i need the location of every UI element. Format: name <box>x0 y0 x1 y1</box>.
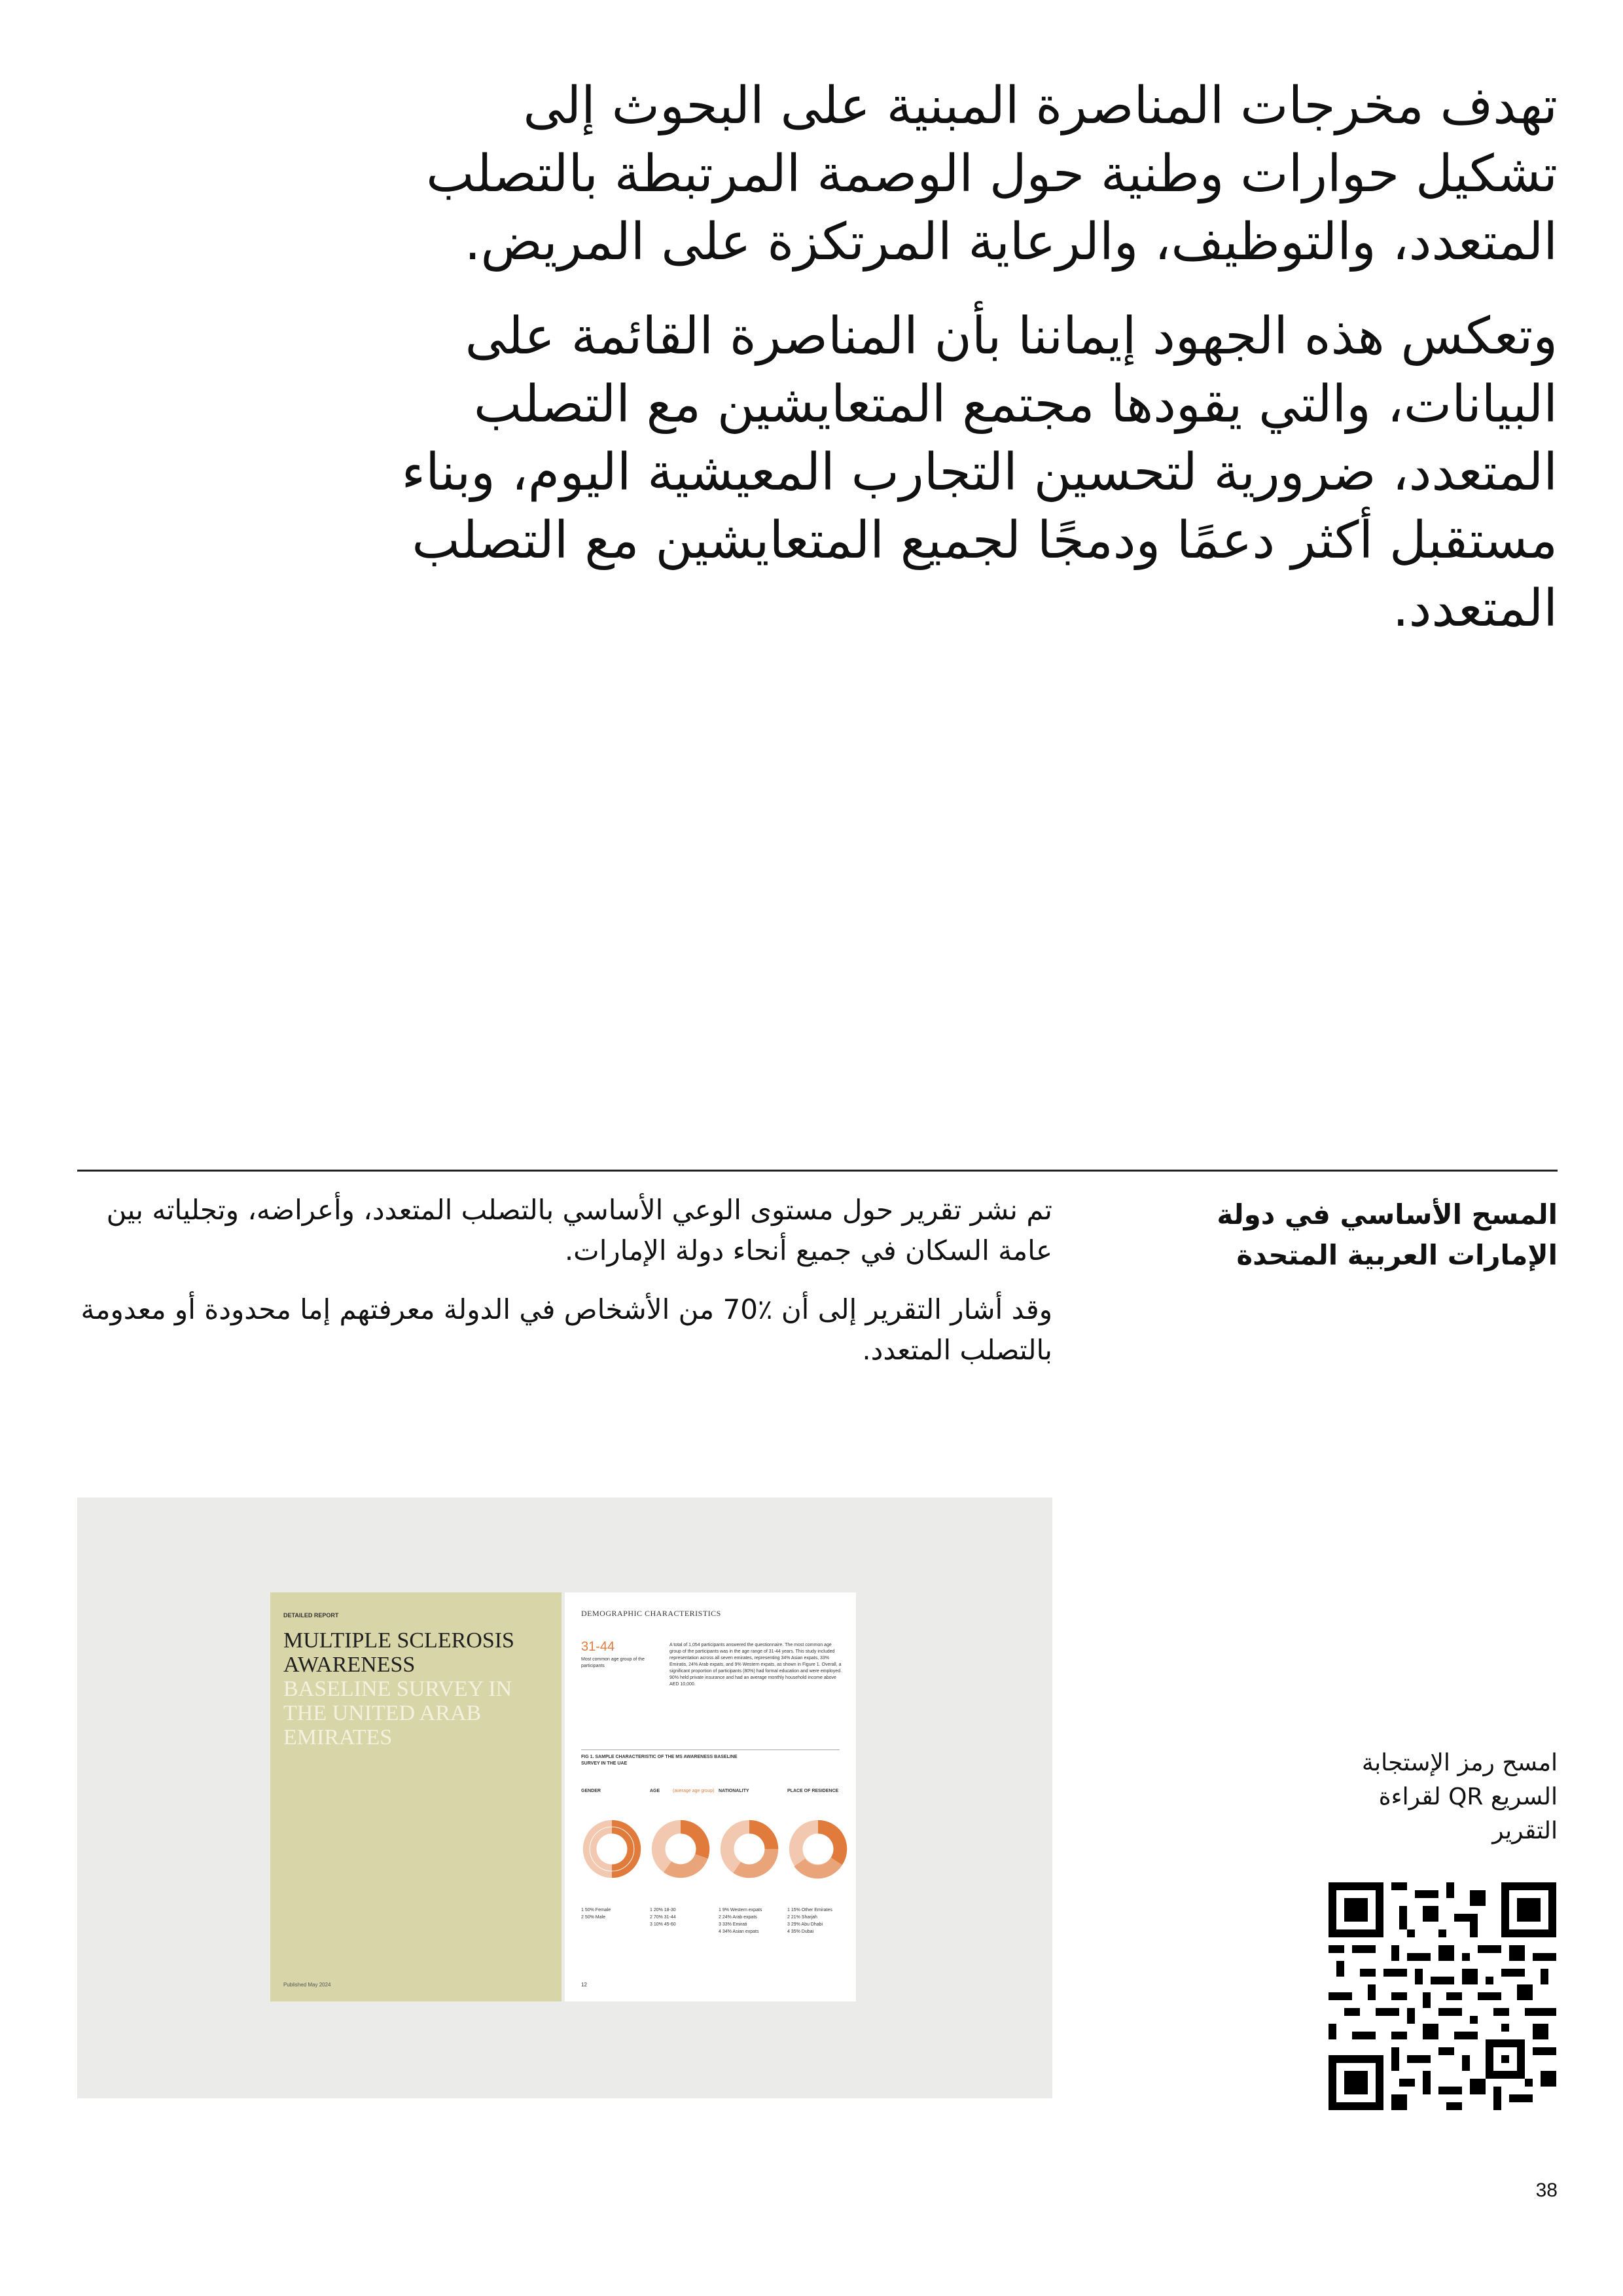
spread-age-note: (average age group) <box>673 1789 715 1793</box>
donut-nationality <box>719 1818 780 1880</box>
spread-stat-caption: Most common age group of the participants <box>581 1657 645 1668</box>
legend-item: 3 33% Emirati <box>719 1922 747 1927</box>
donut-gender <box>581 1818 643 1880</box>
section-paragraph-2: وقد أشار التقرير إلى أن ٪70 من الأشخاص في الدولة معرفتهم إما محدودة أو معدومة بالتصلب المتعدد. <box>80 1293 1052 1366</box>
report-spread-page <box>565 1592 856 2001</box>
section-heading: المسح الأساسي في دولة الإمارات العربية المتحدة <box>1217 1198 1558 1271</box>
report-kicker: DETAILED REPORT <box>283 1612 339 1619</box>
report-preview-image <box>77 1498 1052 2098</box>
legend-item: 1 20% 18-30 <box>650 1908 676 1912</box>
report-cover <box>270 1592 562 2001</box>
report-subtitle: BASELINE SURVEY IN THE UNITED ARAB EMIRATES <box>283 1677 512 1749</box>
legend-item: 1 50% Female <box>581 1908 611 1912</box>
legend-item: 2 50% Male <box>581 1915 605 1920</box>
legend-item: 2 70% 31-44 <box>650 1915 676 1920</box>
legend-item: 4 34% Asian expats <box>719 1929 759 1934</box>
spread-stat-value: 31-44 <box>581 1640 615 1654</box>
legend-item: 2 24% Arab expats <box>719 1915 757 1920</box>
legend-residence <box>787 1907 832 1935</box>
legend-item: 4 35% Dubai <box>787 1929 814 1934</box>
qr-code-icon[interactable] <box>1329 1882 1556 2110</box>
legend-item: 3 10% 45-60 <box>650 1922 676 1927</box>
legend-item: 1 15% Other Emirates <box>787 1908 832 1912</box>
legend-age <box>650 1907 676 1928</box>
spread-col-gender: GENDER <box>581 1789 601 1793</box>
intro-paragraph-1: تهدف مخرجات المناصرة المبنية على البحوث إلى تشكيل حوارات وطنية حول الوصمة المرتبطة بالتصلب المتعدد، والتوظيف، والرعاية المرتكزة على المريض. <box>426 77 1558 272</box>
report-published-date: Published May 2024 <box>283 1982 331 1988</box>
spread-col-nationality: NATIONALITY <box>719 1789 749 1793</box>
spread-paragraph: A total of 1,054 participants answered the questionnaire. The most common age group of the participants was in the age range of 31-44 years. This study included representation across all seven emirates, representing 34% Asian expats, 33% Emiratis, 24% Arab expats, and 9% Western expats, as shown in Figure 1. Overall, a significant proportion of participants (80%) had formal education and were employed. 90% held private insurance and had an average monthly household income above AED 10,000. <box>669 1643 842 1687</box>
spread-title: DEMOGRAPHIC CHARACTERISTICS <box>581 1609 721 1618</box>
spread-divider <box>581 1749 840 1750</box>
intro-paragraph-2: وتعكس هذه الجهود إيماننا بأن المناصرة القائمة على البيانات، والتي يقودها مجتمع المتعايشين مع التصلب المتعدد، ضرورية لتحسين التجارب المعيشية اليوم، وبناء مستقبل أكثر دعمًا ودمجًا لجميع المتعايشين مع التصلب المتعدد. <box>401 307 1558 638</box>
legend-item: 3 29% Abu Dhabi <box>787 1922 823 1927</box>
qr-caption: امسح رمز الإستجابة السريع QR لقراءة التقرير <box>1361 1749 1558 1844</box>
report-title: MULTIPLE SCLEROSIS AWARENESS <box>283 1628 514 1677</box>
donut-residence <box>787 1818 849 1880</box>
donut-age <box>650 1818 711 1880</box>
spread-figure-caption: FIG 1. SAMPLE CHARACTERISTIC OF THE MS AWARENESS BASELINE SURVEY IN THE UAE <box>581 1755 738 1766</box>
section-body <box>77 1190 1052 1389</box>
spread-col-age: AGE <box>650 1789 660 1793</box>
spread-page-number: 12 <box>581 1982 587 1988</box>
intro-block <box>366 72 1558 669</box>
legend-item: 1 9% Western expats <box>719 1908 762 1912</box>
spread-col-residence: PLACE OF RESIDENCE <box>787 1789 839 1793</box>
legend-gender <box>581 1907 611 1921</box>
section-paragraph-1: تم نشر تقرير حول مستوى الوعي الأساسي بالتصلب المتعدد، وأعراضه، وتجلياته بين عامة السكان في جميع أنحاء دولة الإمارات. <box>106 1194 1052 1266</box>
page-number: 38 <box>1535 2179 1558 2201</box>
section-divider <box>77 1170 1558 1172</box>
legend-nationality <box>719 1907 762 1935</box>
legend-item: 2 21% Sharjah <box>787 1915 817 1920</box>
